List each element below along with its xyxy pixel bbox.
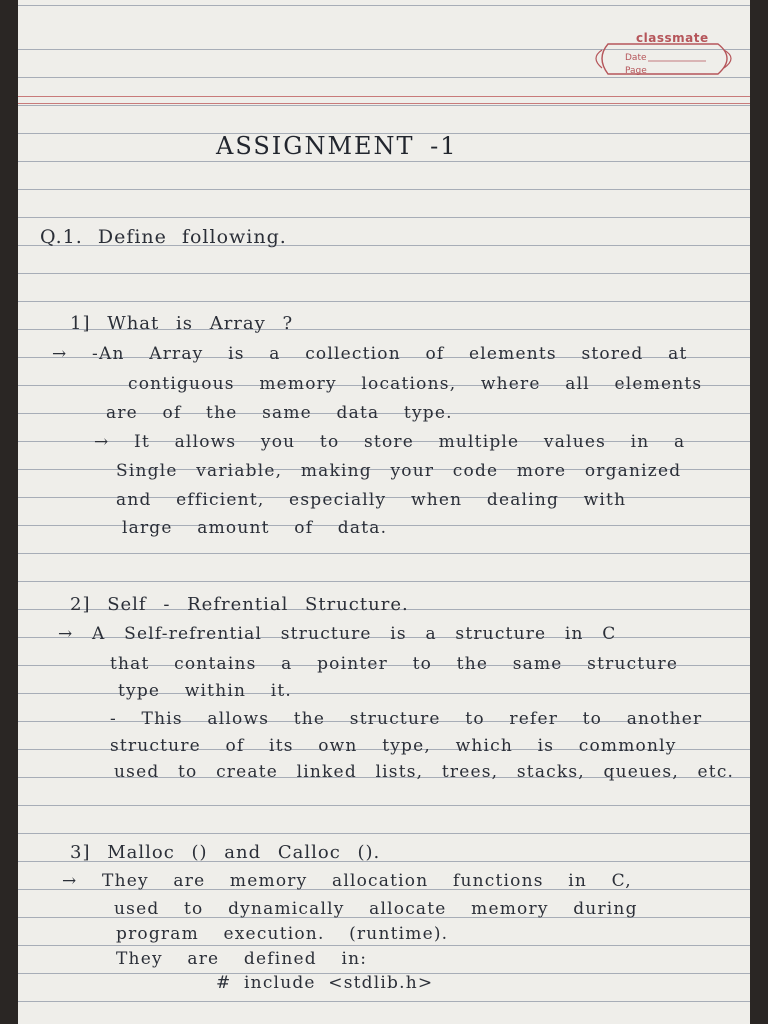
page-label: Page (625, 66, 647, 76)
text-line: used to create linked lists, trees, stacks, queues, etc. (114, 762, 735, 782)
text-line: contiguous memory locations, where all elements (128, 374, 703, 394)
text-line: used to dynamically allocate memory during (114, 899, 638, 919)
text-line: type within it. (118, 681, 293, 701)
text-line: → A Self-refrential structure is a structure in C (58, 624, 617, 644)
question-heading: Q.1. Define following. (40, 226, 287, 248)
text-line: → It allows you to store multiple values in a (94, 432, 686, 452)
text-line: program execution. (runtime). (116, 924, 449, 944)
text-line: - This allows the structure to refer to another (110, 709, 703, 729)
text-line: and efficient, especially when dealing with (116, 490, 627, 510)
notebook-page (18, 0, 750, 1024)
section-heading-malloc-calloc: 3] Malloc () and Calloc (). (70, 842, 381, 863)
brand-name: classmate (636, 31, 709, 45)
text-line: → -An Array is a collection of elements stored at (52, 344, 688, 364)
text-line: They are defined in: (116, 949, 368, 969)
page-header-margin-lines (18, 96, 750, 104)
classmate-logo (588, 28, 742, 88)
section-heading-array: 1] What is Array ? (70, 313, 294, 334)
section-heading-self-referential-structure: 2] Self - Refrential Structure. (70, 594, 409, 615)
text-line: structure of its own type, which is commonly (110, 736, 677, 756)
code-include-line: # include <stdlib.h> (216, 973, 434, 993)
page-title: ASSIGNMENT -1 (216, 132, 458, 160)
text-line: large amount of data. (122, 518, 388, 538)
text-line: → They are memory allocation functions in C, (62, 871, 632, 891)
text-line: are of the same data type. (106, 403, 453, 423)
text-line: Single variable, making your code more organized (116, 461, 682, 481)
date-label: Date (625, 53, 647, 63)
text-line: that contains a pointer to the same structure (110, 654, 679, 674)
